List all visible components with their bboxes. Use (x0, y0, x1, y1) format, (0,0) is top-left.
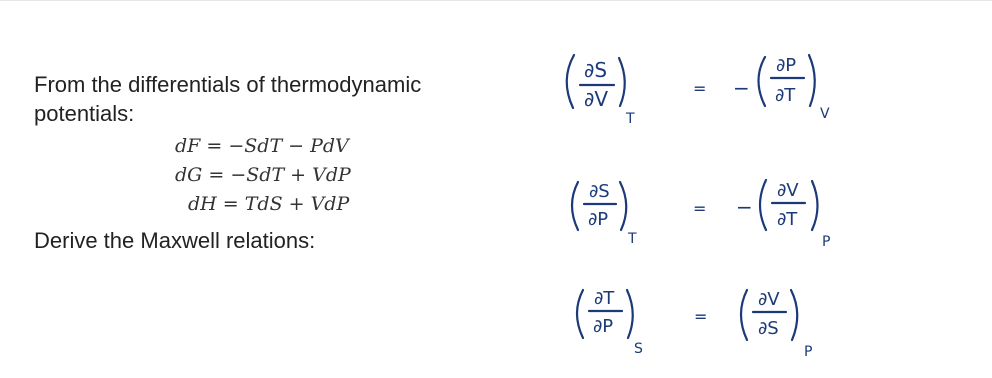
minus-sign: − (733, 76, 750, 100)
rhs-numerator: ∂P (776, 55, 797, 76)
rhs-open-paren (760, 180, 766, 230)
rhs-subscript: V (820, 106, 830, 122)
rhs-close-paren (812, 181, 818, 230)
equation-dH: dH = TdS + VdP (188, 193, 350, 215)
lhs-close-paren (620, 182, 626, 230)
minus-sign: − (736, 195, 753, 219)
rhs-numerator: ∂V (758, 289, 780, 310)
maxwell-relation-1 (567, 55, 830, 127)
lhs-subscript: T (628, 231, 637, 247)
maxwell-relation-2 (572, 180, 830, 250)
intro-line-2: potentials: (34, 101, 135, 126)
equals-sign: = (693, 199, 707, 218)
lhs-denominator: ∂P (588, 209, 609, 230)
rhs-denominator: ∂S (758, 318, 779, 339)
lhs-numerator: ∂T (594, 288, 615, 309)
lhs-open-paren (572, 182, 578, 230)
equation-dG: dG = −SdT + VdP (175, 164, 351, 186)
equation-dF: dF = −SdT − PdV (175, 135, 349, 157)
rhs-denominator: ∂T (775, 85, 796, 106)
equals-sign: = (693, 79, 707, 98)
derive-prompt: Derive the Maxwell relations: (34, 228, 316, 253)
lhs-denominator: ∂P (593, 316, 614, 337)
lhs-close-paren (619, 58, 625, 106)
lhs-open-paren (577, 290, 583, 338)
rhs-subscript: P (822, 234, 831, 250)
rhs-close-paren (791, 290, 797, 340)
lhs-subscript: T (626, 111, 635, 127)
intro-line-1: From the differentials of thermodynamic (34, 72, 422, 97)
rhs-denominator: ∂T (777, 209, 798, 230)
lhs-numerator: ∂S (584, 58, 608, 82)
lhs-numerator: ∂S (589, 181, 610, 202)
lhs-denominator: ∂V (584, 87, 609, 111)
rhs-subscript: P (804, 344, 813, 360)
rhs-open-paren (759, 57, 766, 106)
lhs-close-paren (627, 290, 633, 338)
rhs-numerator: ∂V (777, 180, 799, 201)
lhs-subscript: S (634, 341, 643, 357)
equals-sign: = (694, 307, 708, 326)
maxwell-relation-3 (577, 288, 812, 360)
lhs-open-paren (567, 55, 574, 108)
rhs-close-paren (809, 55, 815, 106)
rhs-open-paren (741, 290, 747, 340)
